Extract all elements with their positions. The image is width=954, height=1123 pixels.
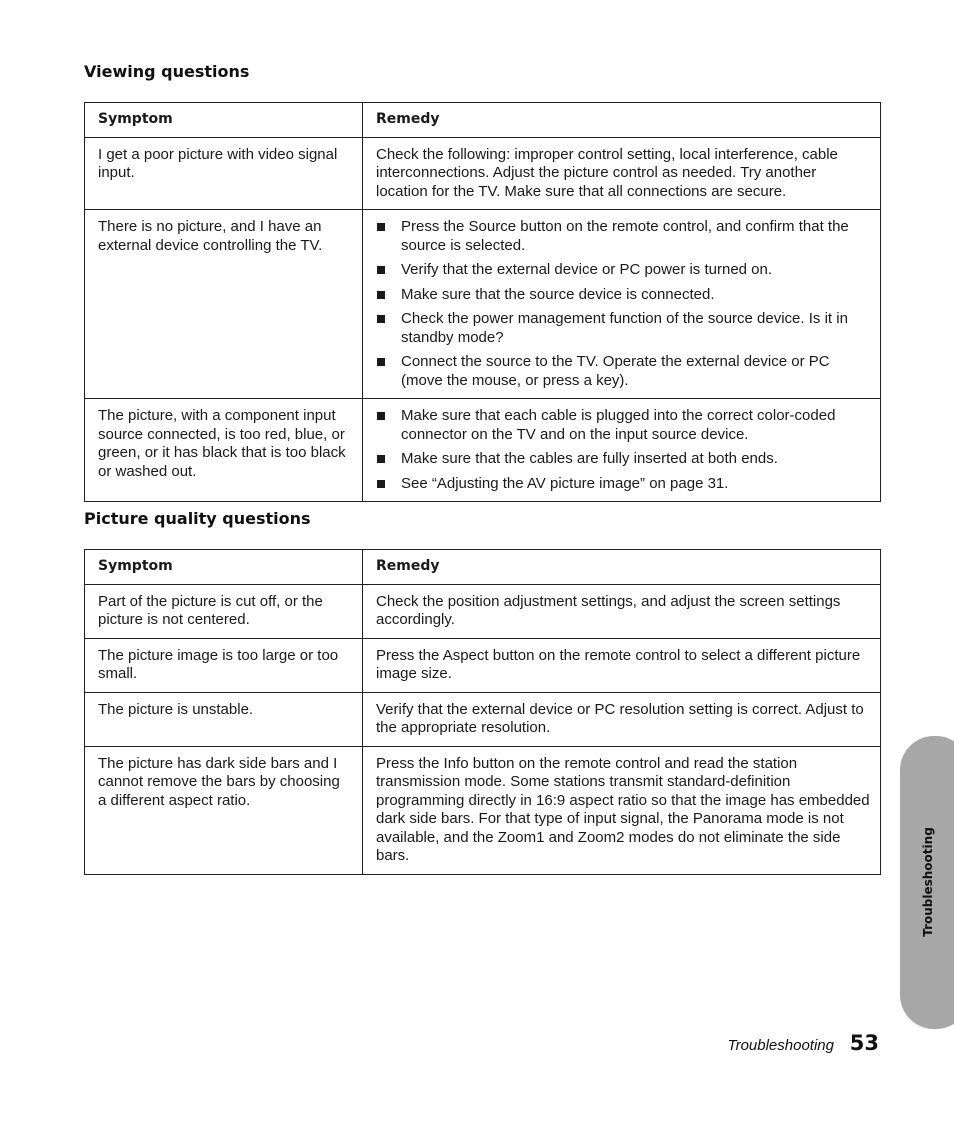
symptom-cell: The picture, with a component input source connected, is too red, blue, or green, or it has black that is too black or washed out. — [85, 399, 363, 502]
square-bullet-icon — [377, 266, 385, 274]
square-bullet-icon — [377, 315, 385, 323]
remedy-cell: Check the position adjustment settings, and adjust the screen settings accordingly. — [363, 584, 881, 638]
symptom-cell: The picture image is too large or too small. — [85, 638, 363, 692]
square-bullet-icon — [377, 291, 385, 299]
symptom-header: Symptom — [85, 103, 363, 138]
list-item: Verify that the external device or PC power is turned on. — [376, 261, 870, 280]
viewing-questions-table — [84, 102, 881, 502]
square-bullet-icon — [377, 412, 385, 420]
remedy-cell — [363, 210, 881, 399]
table-row — [85, 137, 881, 210]
table-row — [85, 692, 881, 746]
square-bullet-icon — [377, 455, 385, 463]
remedy-list — [376, 407, 870, 493]
chapter-side-tab-label: Troubleshooting — [921, 827, 935, 937]
remedy-list — [376, 218, 870, 390]
symptom-cell: There is no picture, and I have an external device controlling the TV. — [85, 210, 363, 399]
symptom-cell: Part of the picture is cut off, or the picture is not centered. — [85, 584, 363, 638]
list-item: Make sure that the cables are fully inserted at both ends. — [376, 450, 870, 469]
footer-chapter-label: Troubleshooting — [727, 1037, 834, 1054]
table-header-row — [85, 550, 881, 585]
remedy-cell: Verify that the external device or PC resolution setting is correct. Adjust to the appropriate resolution. — [363, 692, 881, 746]
list-item: Make sure that each cable is plugged into the correct color-coded connector on the TV and on the input source device. — [376, 407, 870, 444]
page-number: 53 — [849, 1031, 879, 1055]
list-item: See “Adjusting the AV picture image” on page 31. — [376, 475, 870, 494]
table-row — [85, 638, 881, 692]
remedy-header: Remedy — [363, 103, 881, 138]
list-item: Connect the source to the TV. Operate the external device or PC (move the mouse, or press a key). — [376, 353, 870, 390]
table-row — [85, 746, 881, 874]
list-item: Make sure that the source device is connected. — [376, 286, 870, 305]
list-item: Press the Source button on the remote control, and confirm that the source is selected. — [376, 218, 870, 255]
table-row — [85, 584, 881, 638]
symptom-cell: The picture is unstable. — [85, 692, 363, 746]
symptom-header: Symptom — [85, 550, 363, 585]
remedy-cell: Check the following: improper control setting, local interference, cable interconnections. Adjust the picture control as needed. Try another location for the TV. Make sure that all connections are secure. — [363, 137, 881, 210]
table-row — [85, 210, 881, 399]
remedy-header: Remedy — [363, 550, 881, 585]
square-bullet-icon — [377, 358, 385, 366]
list-item: Check the power management function of the source device. Is it in standby mode? — [376, 310, 870, 347]
remedy-cell: Press the Aspect button on the remote control to select a different picture image size. — [363, 638, 881, 692]
picture-quality-questions-title: Picture quality questions — [84, 509, 311, 528]
square-bullet-icon — [377, 480, 385, 488]
remedy-cell: Press the Info button on the remote control and read the station transmission mode. Some stations transmit standard-definition programming directly in 16:9 aspect ratio so that the image has embedded dark side bars. For that type of input signal, the Panorama mode is not available, and the Zoom1 and Zoom2 modes do not eliminate the side bars. — [363, 746, 881, 874]
table-row — [85, 399, 881, 502]
viewing-questions-title: Viewing questions — [84, 62, 250, 81]
remedy-cell — [363, 399, 881, 502]
symptom-cell: I get a poor picture with video signal input. — [85, 137, 363, 210]
table-header-row — [85, 103, 881, 138]
square-bullet-icon — [377, 223, 385, 231]
picture-quality-table — [84, 549, 881, 875]
symptom-cell: The picture has dark side bars and I cannot remove the bars by choosing a different aspect ratio. — [85, 746, 363, 874]
